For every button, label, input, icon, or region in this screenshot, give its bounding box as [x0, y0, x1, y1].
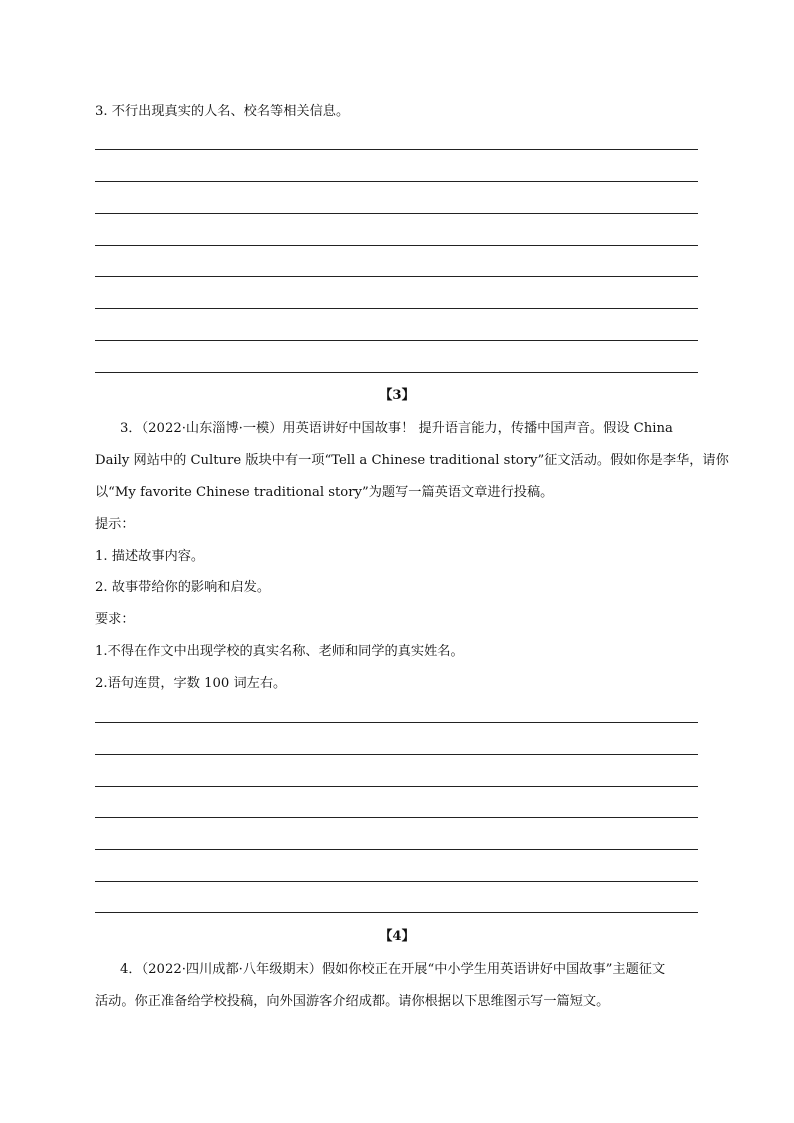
- writing-line: [95, 849, 698, 850]
- writing-line: [95, 722, 698, 723]
- writing-line: [95, 340, 698, 341]
- question-4-prompt-line-2: 活动。你正准备给学校投稿，向外国游客介绍成都。请你根据以下思维图示写一篇短文。: [95, 994, 610, 1009]
- requirement-2: 2.语句连贯，字数 100 词左右。: [95, 676, 287, 691]
- writing-line: [95, 881, 698, 882]
- writing-line: [95, 372, 698, 373]
- writing-line: [95, 817, 698, 818]
- writing-line: [95, 245, 698, 246]
- writing-line: [95, 754, 698, 755]
- question-3-prompt-line-1: 3．（2022·山东淄博·一模）用英语讲好中国故事！ 提升语言能力，传播中国声音。假设 China: [120, 421, 673, 436]
- question-3-prompt-line-2: Daily 网站中的 Culture 版块中有一项“Tell a Chinese traditional story”征文活动。假如你是李华，请你: [95, 453, 729, 468]
- question-3-prompt-line-3: 以“My favorite Chinese traditional story”为题写一篇英语文章进行投稿。: [95, 485, 554, 500]
- writing-line: [95, 149, 698, 150]
- writing-line: [95, 181, 698, 182]
- writing-line: [95, 786, 698, 787]
- tip-1: 1. 描述故事内容。: [95, 549, 205, 564]
- section-heading-4: 【4】: [379, 929, 415, 944]
- requirements-label: 要求：: [95, 612, 135, 627]
- writing-line: [95, 213, 698, 214]
- writing-line: [95, 912, 698, 913]
- tip-2: 2. 故事带给你的影响和启发。: [95, 580, 271, 595]
- question-4-prompt-line-1: 4．（2022·四川成都·八年级期末）假如你校正在开展“中小学生用英语讲好中国故事”主题征文: [120, 962, 666, 977]
- section-heading-3: 【3】: [379, 388, 415, 403]
- writing-line: [95, 308, 698, 309]
- requirement-1: 1.不得在作文中出现学校的真实名称、老师和同学的真实姓名。: [95, 644, 464, 659]
- writing-line: [95, 276, 698, 277]
- requirement-note-3: 3. 不行出现真实的人名、校名等相关信息。: [95, 104, 350, 119]
- tips-label: 提示：: [95, 517, 135, 532]
